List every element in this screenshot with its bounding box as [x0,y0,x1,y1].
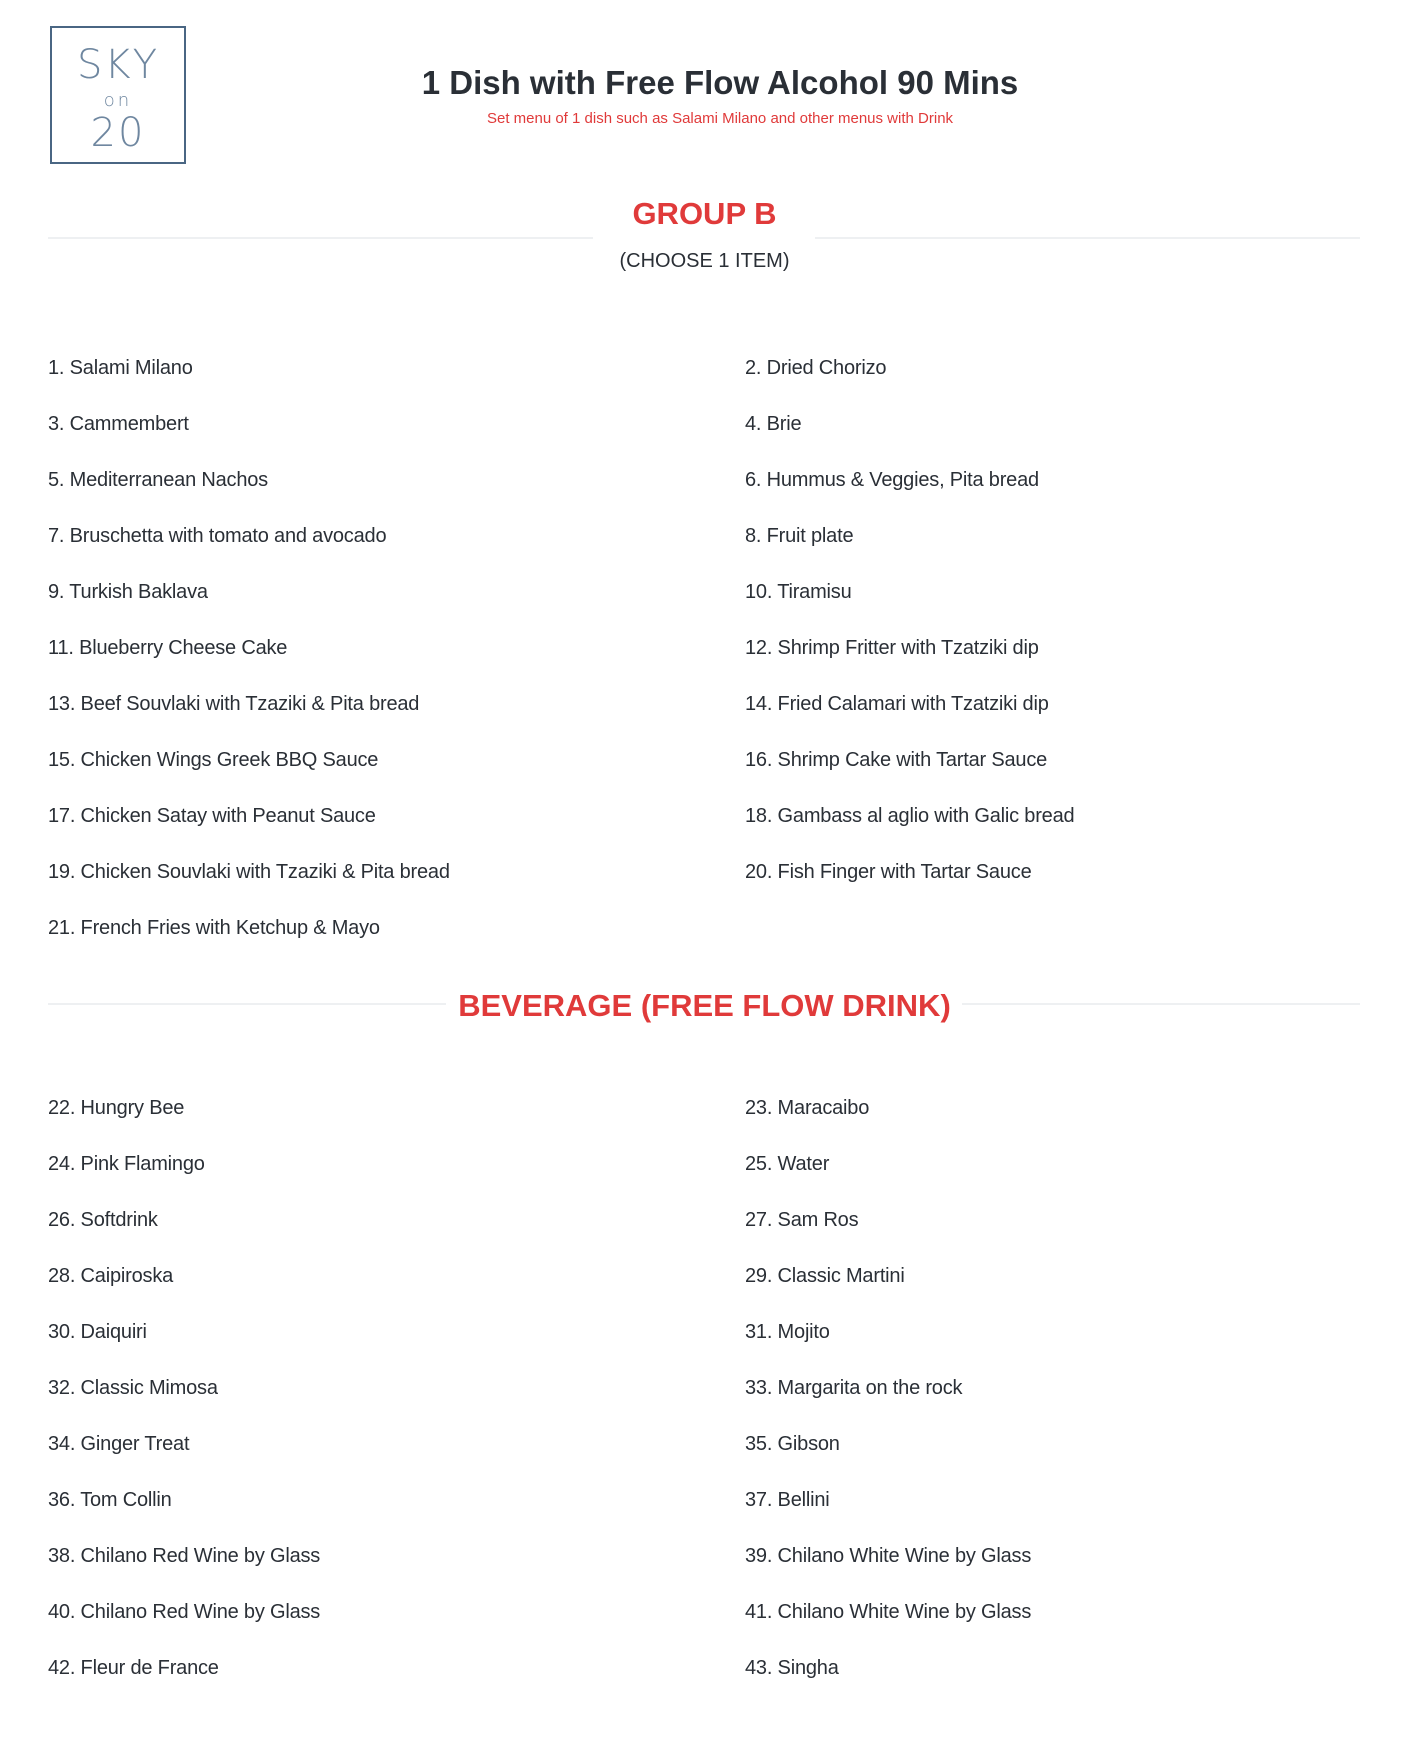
section-divider-right [815,237,1360,239]
group-b-instruction: (CHOOSE 1 ITEM) [619,250,790,272]
menu-item: 19. Chicken Souvlaki with Tzaziki & Pita bread [48,861,450,883]
section-divider-left [48,237,593,239]
menu-item: 33. Margarita on the rock [745,1377,963,1399]
menu-item: 8. Fruit plate [745,525,854,547]
beverage-heading: BEVERAGE (FREE FLOW DRINK) [458,988,951,1023]
menu-item: 27. Sam Ros [745,1209,859,1231]
menu-item: 23. Maracaibo [745,1097,870,1119]
page-title: 1 Dish with Free Flow Alcohol 90 Mins [421,64,1019,101]
logo-line-sky: SKY [76,42,160,88]
menu-item: 3. Cammembert [48,413,189,435]
menu-item: 12. Shrimp Fritter with Tzatziki dip [745,637,1039,659]
menu-item: 32. Classic Mimosa [48,1377,218,1399]
menu-item: 5. Mediterranean Nachos [48,469,268,491]
menu-item: 38. Chilano Red Wine by Glass [48,1545,321,1567]
menu-item: 34. Ginger Treat [48,1433,190,1455]
menu-item: 31. Mojito [745,1321,830,1343]
menu-item: 42. Fleur de France [48,1657,219,1679]
menu-item: 37. Bellini [745,1489,830,1511]
menu-item: 35. Gibson [745,1433,840,1455]
menu-item: 17. Chicken Satay with Peanut Sauce [48,805,376,827]
menu-item: 10. Tiramisu [745,581,852,603]
menu-item: 36. Tom Collin [48,1489,172,1511]
logo-line-on: on [103,90,133,111]
menu-item: 39. Chilano White Wine by Glass [745,1545,1032,1567]
menu-item: 14. Fried Calamari with Tzatziki dip [745,693,1049,715]
menu-item: 22. Hungry Bee [48,1097,185,1119]
menu-item: 43. Singha [745,1657,839,1679]
menu-item: 24. Pink Flamingo [48,1153,205,1175]
menu-item: 29. Classic Martini [745,1265,905,1287]
page-subtitle: Set menu of 1 dish such as Salami Milano and other menus with Drink [486,110,954,127]
menu-item: 21. French Fries with Ketchup & Mayo [48,917,380,939]
menu-item: 20. Fish Finger with Tartar Sauce [745,861,1032,883]
menu-item: 28. Caipiroska [48,1265,174,1287]
menu-item: 13. Beef Souvlaki with Tzaziki & Pita bread [48,693,420,715]
menu-item: 15. Chicken Wings Greek BBQ Sauce [48,749,379,771]
group-b-heading: GROUP B [632,196,777,231]
menu-item: 6. Hummus & Veggies, Pita bread [745,469,1039,491]
menu-item: 11. Blueberry Cheese Cake [48,637,288,659]
menu-item: 25. Water [745,1153,830,1175]
menu-item: 7. Bruschetta with tomato and avocado [48,525,387,547]
menu-item: 2. Dried Chorizo [745,357,887,379]
menu-item: 26. Softdrink [48,1209,158,1231]
logo-line-20: 20 [90,110,146,156]
menu-item: 18. Gambass al aglio with Galic bread [745,805,1075,827]
menu-item: 9. Turkish Baklava [48,581,208,603]
menu-item: 16. Shrimp Cake with Tartar Sauce [745,749,1048,771]
menu-item: 41. Chilano White Wine by Glass [745,1601,1032,1623]
restaurant-logo [50,26,186,164]
menu-item: 40. Chilano Red Wine by Glass [48,1601,321,1623]
menu-item: 1. Salami Milano [48,357,193,379]
menu-item: 4. Brie [745,413,802,435]
menu-item: 30. Daiquiri [48,1321,147,1343]
